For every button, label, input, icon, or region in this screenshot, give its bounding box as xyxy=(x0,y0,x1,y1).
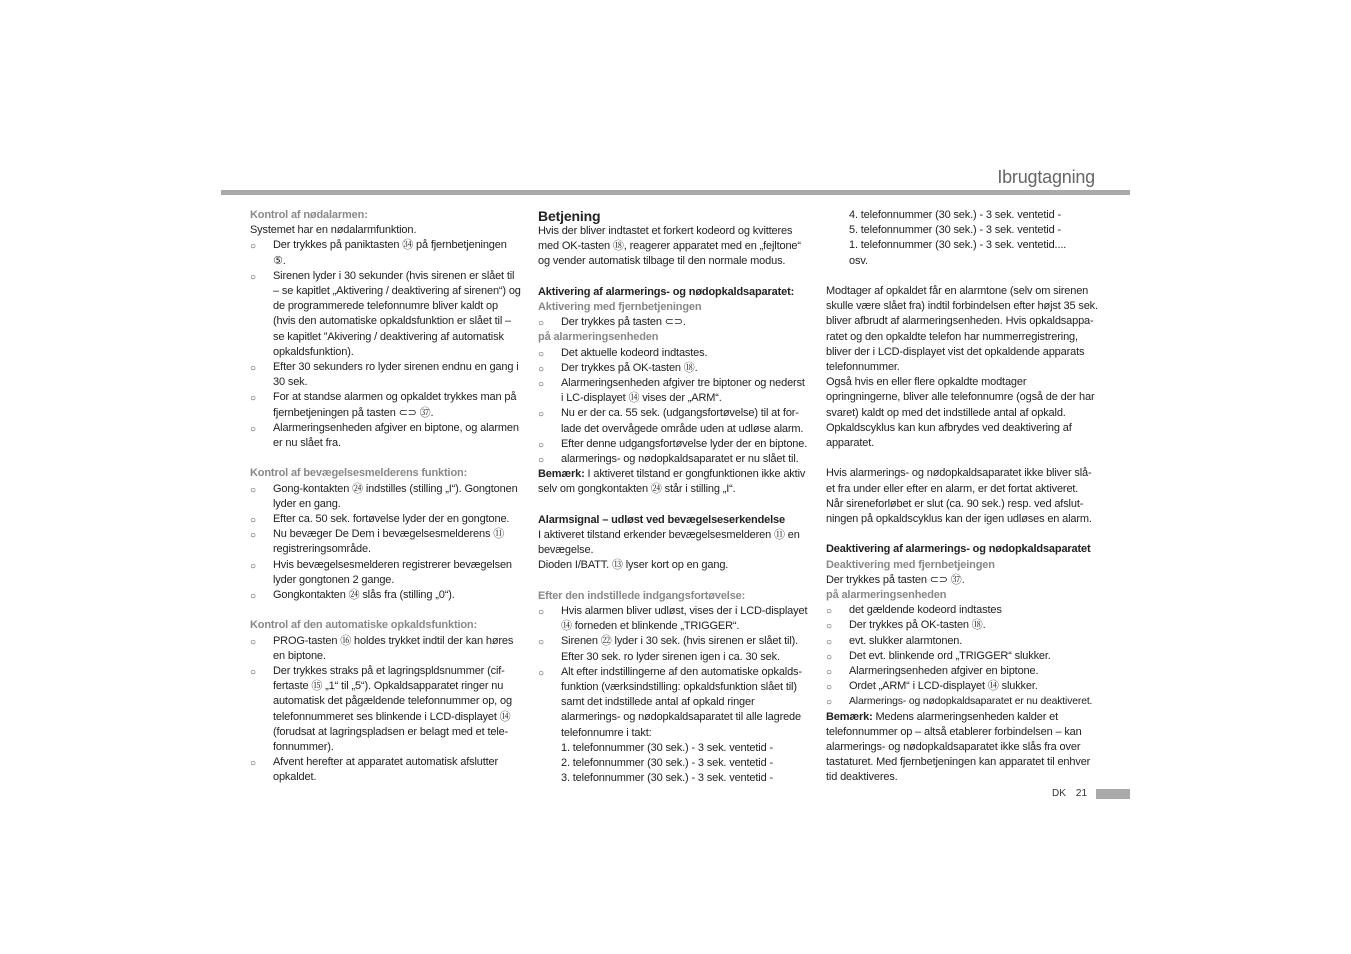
paragraph: Dioden I/BATT. ⑬ lyser kort op en gang. xyxy=(538,559,729,572)
list-item: ○ Alarmerings- og nødopkaldsaparatet er nu deaktiveret. xyxy=(826,694,1098,709)
subsection-title: Deaktivering med fjernbetjeingen xyxy=(826,558,995,571)
bullet-list xyxy=(826,603,1098,709)
sequence-item: 1. telefonnummer (30 sek.) - 3 sek. ventetid - xyxy=(561,741,773,754)
list-item: ○ Der trykkes på OK-tasten ⑱. xyxy=(538,361,810,376)
note-paragraph xyxy=(826,710,1098,786)
list-item: ○ Det evt. blinkende ord „TRIGGER“ slukker. xyxy=(826,649,1098,664)
section-title: Efter den indstillede indgangsfortøvelse: xyxy=(538,589,746,602)
list-item: ○ Der trykkes på tasten ⊂⊃. xyxy=(538,315,810,330)
list-item: ○ Der trykkes på paniktasten ㉞ på fjernbetjeningen ⑤. xyxy=(250,238,522,268)
note-text: Medens alarmeringsenheden kalder et telefonnummer op – altså etablerer forbindelsen – kan alarmerings- og nødopkaldsaparatet ikke slås fra over tastaturet. Med fjernbetjeningen kan apparatet til enhver tid deaktiveres. xyxy=(826,710,1091,784)
paragraph: Systemet har en nødalarmfunktion. xyxy=(250,224,417,237)
list-item: ○ Der trykkes på OK-tasten ⑱. xyxy=(826,618,1098,633)
list-item: ○ Afvent herefter at apparatet automatisk afslutter opkaldet. xyxy=(250,755,522,785)
list-item: ○ Efter denne udgangsfortøvelse lyder der en biptone. xyxy=(538,437,810,452)
paragraph: Hvis der bliver indtastet et forkert kodeord og kvitteres med OK-tasten ⑱, reagerer apparatet med en „fejltone“ og vender automatisk tilbage til den normale modus. xyxy=(538,225,801,268)
bullet-list xyxy=(250,238,522,451)
column-2 xyxy=(538,208,810,786)
section-title: Alarmsignal – udløst ved bevægelseserkendelse xyxy=(538,513,785,526)
note-label: Bemærk: xyxy=(538,468,585,481)
list-item: ○ Nu bevæger De Dem i bevægelsesmelderens ⑪ registreringsområde. xyxy=(250,527,522,557)
section-title: Kontrol af bevægelsesmelderens funktion: xyxy=(250,467,468,480)
header-rule xyxy=(221,190,1130,195)
page-footer xyxy=(1052,788,1097,799)
list-item: ○ Efter ca. 50 sek. fortøvelse lyder der en gongtone. xyxy=(250,512,522,527)
sequence-item: 2. telefonnummer (30 sek.) - 3 sek. ventetid - xyxy=(561,757,773,770)
list-item: ○ Nu er der ca. 55 sek. (udgangsfortøvelse) til at for- lade det overvågede område uden at udløse alarm. xyxy=(538,406,810,436)
sequence-item: 1. telefonnummer (30 sek.) - 3 sek. ventetid.... xyxy=(849,239,1067,252)
section-title: Kontrol af nødalarmen: xyxy=(250,209,368,221)
bullet-list xyxy=(538,346,810,468)
bullet-list xyxy=(250,482,522,604)
sequence-list xyxy=(826,208,1098,269)
list-item: ○ det gældende kodeord indtastes xyxy=(826,603,1098,618)
list-item: ○ For at standse alarmen og opkaldet trykkes man på fjernbetjeningen på tasten ⊂⊃ ㊲. xyxy=(250,390,522,420)
list-item: ○ Sirenen ㉒ lyder i 30 sek. (hvis sirenen er slået til). Efter 30 sek. ro lyder sirenen igen i ca. 30 sek. xyxy=(538,634,810,664)
note-text: I aktiveret tilstand er gongfunktionen ikke aktiv selv om gongkontakten ㉔ står i stilling „I“. xyxy=(538,468,806,496)
paragraph: Også hvis en eller flere opkaldte modtager opringningerne, bliver alle telefonnumre (også de der har svaret) kaldt op med det indstillede antal af opkald. Opkaldscyklus kan kun afbrydes ved deaktivering af apparatet. xyxy=(826,376,1095,450)
bullet-list xyxy=(538,604,810,741)
list-item: ○ Gong-kontakten ㉔ indstilles (stilling „I“). Gongtonen lyder en gang. xyxy=(250,482,522,512)
list-item: ○ Alarmeringsenheden afgiver en biptone. xyxy=(826,664,1098,679)
list-item: ○ Ordet „ARM“ i LCD-displayet ⑭ slukker. xyxy=(826,679,1098,694)
list-item: ○ Hvis alarmen bliver udløst, vises der i LCD-displayet ⑭ forneden et blinkende „TRIGGER“. xyxy=(538,604,810,634)
list-item: ○ Hvis bevægelsesmelderen registrerer bevægelsen lyder gongtonen 2 gange. xyxy=(250,558,522,588)
list-item: ○ evt. slukker alarmtonen. xyxy=(826,634,1098,649)
footer-bar xyxy=(1096,789,1130,799)
column-3 xyxy=(826,208,1098,786)
section-title: Deaktivering af alarmerings- og nødopkaldsaparatet xyxy=(826,543,1091,556)
language-code: DK xyxy=(1052,788,1066,799)
paragraph: Hvis alarmerings- og nødopkaldsaparatet ikke bliver slå- et fra under eller efter en alarm, er det fortat aktiveret. Når sireneforløbet er slut (ca. 90 sek.) resp. ved afslut- ningen på opkaldscyklus kan der igen udløses en alarm. xyxy=(826,467,1092,526)
list-item: ○ Alarmeringsenheden afgiver en biptone, og alarmen er nu slået fra. xyxy=(250,421,522,451)
paragraph: Der trykkes på tasten ⊂⊃ ㊲. xyxy=(826,573,965,586)
list-item: ○ alarmerings- og nødopkaldsaparatet er nu slået til. xyxy=(538,452,810,467)
sequence-list xyxy=(538,741,810,787)
subsection-title: Aktivering med fjernbetjeningen xyxy=(538,301,702,313)
sequence-item: 5. telefonnummer (30 sek.) - 3 sek. ventetid - xyxy=(849,224,1061,237)
chapter-title: Ibrugtagning xyxy=(997,167,1095,187)
section-heading: Betjening xyxy=(538,208,601,224)
list-item: ○ PROG-tasten ⑯ holdes trykket indtil der kan høres en biptone. xyxy=(250,634,522,664)
list-item: ○ Der trykkes straks på et lagringspldsnummer (cif- fertaste ⑮ „1“ til „5“). Opkaldsapparatet ringer nu automatisk det pågældende telefonnummer op, og telefonnummeret ses blinkende i LCD-displayet ⑭ (forudsat at lagringspladsen er belagt med et tele- fonnummer). xyxy=(250,664,522,755)
section-title: Kontrol af den automatiske opkaldsfunktion: xyxy=(250,619,478,632)
bullet-list xyxy=(250,634,522,786)
list-item: ○ Alarmeringsenheden afgiver tre biptoner og nederst i LC-displayet ⑭ vises der „ARM“. xyxy=(538,376,810,406)
note-paragraph xyxy=(538,467,810,497)
subsection-title: på alarmeringsenheden xyxy=(826,589,947,602)
list-item: ○ Efter 30 sekunders ro lyder sirenen endnu en gang i 30 sek. xyxy=(250,360,522,390)
sequence-item: 4. telefonnummer (30 sek.) - 3 sek. ventetid - xyxy=(849,209,1061,221)
bullet-list xyxy=(538,315,810,330)
list-item: ○ Alt efter indstillingerne af den automatiske opkalds- funktion (værksindstilling: opkaldsfunktion slået til) samt det indstillede antal af opkald ringer alarmerings- og nødopkaldsaparatet til alle lagrede telefonnumre i takt: xyxy=(538,665,810,741)
list-item: ○ Sirenen lyder i 30 sekunder (hvis sirenen er slået til – se kapitlet „Aktivering / deaktivering af sirenen“) og de programmerede telefonnumre bliver kaldt op (hvis den automatiske opkaldsfunktion er slået til – se kapitlet ”Akivering / deaktivering af automatisk opkaldsfunktion). xyxy=(250,269,522,360)
page-number: 21 xyxy=(1075,788,1088,799)
paragraph: Modtager af opkaldet får en alarmtone (selv om sirenen skulle være slået fra) indtil forbindelsen efter højst 35 sek. bliver afbrudt af alarmeringsenheden. Hvis opkaldsappa- ratet og den opkaldte telefon har nummerregistrering, bliver der i LCD-displayet vist det opkaldende apparats telefonnummer. xyxy=(826,285,1098,374)
sequence-item: 3. telefonnummer (30 sek.) - 3 sek. ventetid - xyxy=(561,772,773,785)
sequence-item: osv. xyxy=(849,254,868,267)
section-title: Aktivering af alarmerings- og nødopkaldsaparatet: xyxy=(538,285,795,298)
paragraph: I aktiveret tilstand erkender bevægelsesmelderen ⑪ en bevægelse. xyxy=(538,529,800,557)
note-label: Bemærk: xyxy=(826,710,873,723)
column-1 xyxy=(250,208,522,786)
list-item: ○ Gongkontakten ㉔ slås fra (stilling „0“). xyxy=(250,588,522,603)
list-item: ○ Det aktuelle kodeord indtastes. xyxy=(538,346,810,361)
subsection-title: på alarmeringsenheden xyxy=(538,331,659,344)
